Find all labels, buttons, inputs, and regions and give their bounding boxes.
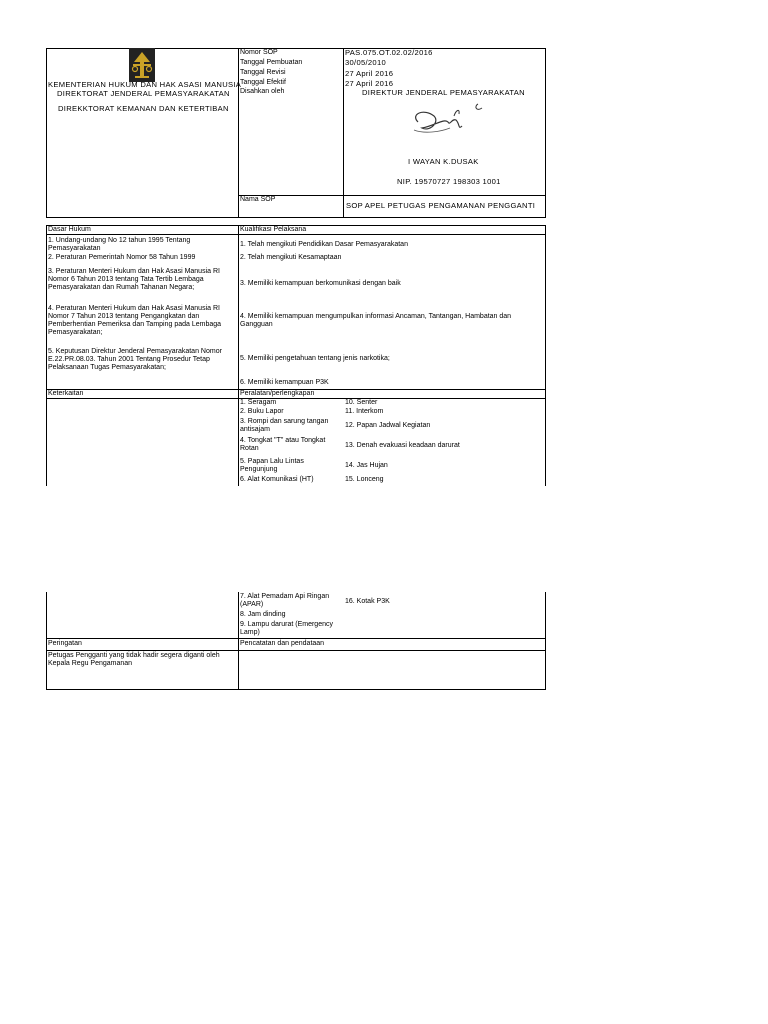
sop-name-label: Nama SOP [240,196,276,203]
peralatan-item: 2. Buku Lapor [240,408,284,415]
kualifikasi-item: 4. Memiliki kemampuan mengumpulkan informasi Ancaman, Tantangan, Hambatan dan Gangguan [240,313,512,328]
peralatan-item: 15. Lonceng [345,476,384,483]
peralatan-item: 11. Interkom [345,408,384,415]
dasar-hukum-item: 1. Undang-undang No 12 tahun 1995 Tentang Pemasyarakatan [48,237,191,252]
peralatan-item: 12. Papan Jadwal Kegiatan [345,422,431,429]
peralatan-item: 14. Jas Hujan [345,462,388,469]
peralatan-item: 5. Papan Lalu Lintas Pengunjung [240,458,304,473]
meta-value-nomor: PAS.075.OT.02.02/2016 [345,48,433,57]
dasar-hukum-item: 2. Peraturan Pemerintah Nomor 58 Tahun 1999 [48,254,196,261]
meta-label-nomor: Nomor SOP [240,49,278,56]
approver-signature [404,100,494,142]
directorate-name: DIREKKTORAT KEMANAN DAN KETERTIBAN [58,104,229,113]
kualifikasi-heading: Kualifikasi Pelaksana [240,226,307,233]
dasar-hukum-item: 3. Peraturan Menteri Hukum dan Hak Asasi Manusia RI Nomor 6 Tahun 2013 tentang Tata Tertib Lembaga Pemasyarakatan dan Rumah Tahanan Negara; [48,268,220,291]
sop-name: SOP APEL PETUGAS PENGAMANAN PENGGANTI [346,201,536,210]
peringatan-heading: Peringatan [48,640,82,647]
dasar-hukum-item: 4. Peraturan Menteri Hukum dan Hak Asasi Manusia RI Nomor 7 Tahun 2013 tentang Pengangkatan dan Pemberhentian Pemeriksa dan Tamping pada Lembaga Pemasyarakatan; [48,305,222,336]
peralatan-item: 3. Rompi dan sarung tangan antisajam [240,418,329,433]
peralatan-item: 13. Denah evakuasi keadaan darurat [345,442,460,449]
ministry-logo [126,48,158,82]
kualifikasi-item: 1. Telah mengikuti Pendidikan Dasar Pemasyarakatan [240,241,408,248]
peringatan-text: Petugas Pengganti yang tidak hadir segera diganti oleh Kepala Regu Pengamanan [48,652,220,667]
meta-label-disahkan: Disahkan oleh [240,88,285,95]
meta-label-pembuatan: Tanggal Pembuatan [240,59,303,66]
dasar-hukum-item: 5. Keputusan Direktur Jenderal Pemasyarakatan Nomor E.22.PR.08.03. Tahun 2001 Tentang Prosedur Tetap Pelaksanaan Tugas Pemasyarakatan; [48,348,222,371]
peralatan-heading: Peralatan/perlengkapan [240,390,315,397]
approver-title: DIREKTUR JENDERAL PEMASYARAKATAN [362,88,525,97]
directorate-general-name: DIREKTORAT JENDERAL PEMASYARAKATAN [57,89,230,98]
peralatan-item: 10. Senter [345,399,378,406]
peralatan-item: 6. Alat Komunikasi (HT) [240,476,314,483]
peralatan-item: 1. Seragam [240,399,277,406]
approver-name: I WAYAN K.DUSAK [408,157,479,166]
ministry-name: KEMENTERIAN HUKUM DAN HAK ASASI MANUSIA [48,80,242,89]
meta-value-pembuatan: 30/05/2010 [345,58,387,67]
peralatan-item: 7. Alat Pemadam Api Ringan (APAR) [240,593,330,608]
meta-value-revisi: 27 April 2016 [345,69,394,78]
pencatatan-heading: Pencatatan dan pendataan [240,640,325,647]
kualifikasi-item: 5. Memiliki pengetahuan tentang jenis narkotika; [240,355,390,362]
keterkaitan-heading: Keterkaitan [48,390,84,397]
peralatan-item: 4. Tongkat "T" atau Tongkat Rotan [240,437,326,452]
meta-label-revisi: Tanggal Revisi [240,69,286,76]
meta-label-efektif: Tanggal Efektif [240,79,286,86]
peralatan-item: 8. Jam dinding [240,611,286,618]
meta-value-efektif: 27 April 2016 [345,79,394,88]
peralatan-item: 16. Kotak P3K [345,598,390,605]
kualifikasi-item: 6. Memiliki kemampuan P3K [240,379,329,386]
dasar-hukum-heading: Dasar Hukum [48,226,91,233]
kualifikasi-item: 2. Telah mengikuti Kesamaptaan [240,254,342,261]
kualifikasi-item: 3. Memiliki kemampuan berkomunikasi dengan baik [240,280,401,287]
peralatan-item: 9. Lampu darurat (Emergency Lamp) [240,621,333,636]
approver-nip: NIP. 19570727 198303 1001 [397,177,501,186]
